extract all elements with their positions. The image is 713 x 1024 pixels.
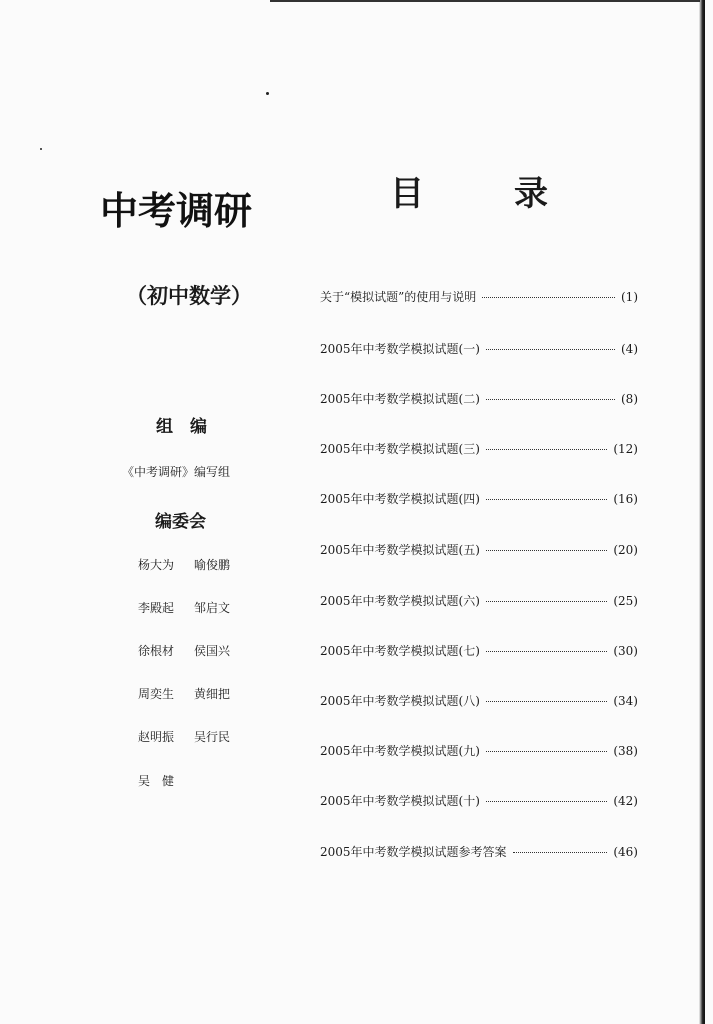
toc-entry[interactable] bbox=[320, 742, 638, 762]
toc-entry-page: (38) bbox=[613, 744, 638, 758]
toc-entry-page: (20) bbox=[613, 543, 638, 557]
editor-group: 《中考调研》编写组 bbox=[122, 465, 231, 479]
committee-member-name: 赵明振 bbox=[138, 730, 175, 744]
toc-entry-label: 2005年中考数学模拟试题(七) bbox=[320, 644, 480, 658]
scan-speck bbox=[40, 148, 42, 150]
committee-member-name: 李殿起 bbox=[138, 601, 175, 615]
toc-entry-page: (30) bbox=[613, 644, 638, 658]
committee-member-name: 喻俊鹏 bbox=[194, 558, 231, 572]
toc-entry-page: (4) bbox=[621, 342, 638, 356]
toc-entry[interactable] bbox=[320, 390, 638, 410]
scan-speck bbox=[266, 92, 269, 95]
committee-member-row bbox=[138, 685, 250, 702]
toc-leader-dots bbox=[486, 701, 607, 702]
toc-entry[interactable] bbox=[320, 592, 638, 612]
toc-entry-page: (1) bbox=[621, 290, 638, 304]
toc-entry[interactable] bbox=[320, 792, 638, 812]
toc-entry-label: 2005年中考数学模拟试题(四) bbox=[320, 492, 480, 506]
toc-entry-label: 2005年中考数学模拟试题(二) bbox=[320, 392, 480, 406]
toc-leader-dots bbox=[482, 297, 615, 298]
toc-leader-dots bbox=[486, 751, 607, 752]
page-binding-shadow bbox=[699, 0, 705, 1024]
toc-entry-label: 2005年中考数学模拟试题(九) bbox=[320, 744, 480, 758]
toc-entry-page: (25) bbox=[613, 594, 638, 608]
toc-entry-label: 2005年中考数学模拟试题(三) bbox=[320, 442, 480, 456]
toc-entry-page: (34) bbox=[613, 694, 638, 708]
committee-member-name: 侯国兴 bbox=[194, 644, 231, 658]
toc-entry[interactable] bbox=[320, 843, 638, 863]
committee-member-name: 邹启文 bbox=[194, 601, 231, 615]
toc-entry[interactable] bbox=[320, 288, 638, 308]
committee-member-name: 吴 健 bbox=[138, 774, 175, 788]
toc-leader-dots bbox=[486, 399, 615, 400]
toc-entry-label: 2005年中考数学模拟试题(十) bbox=[320, 794, 480, 808]
toc-leader-dots bbox=[486, 801, 607, 802]
toc-entry-page: (12) bbox=[613, 442, 638, 456]
committee-member-name: 杨大为 bbox=[138, 558, 175, 572]
toc-title-char-2: 录 bbox=[514, 174, 548, 214]
toc-entry-label: 2005年中考数学模拟试题(六) bbox=[320, 594, 480, 608]
toc-entry[interactable] bbox=[320, 541, 638, 561]
toc-entry-label: 关于“模拟试题”的使用与说明 bbox=[320, 290, 477, 304]
committee-member-row bbox=[138, 642, 250, 659]
page-top-edge bbox=[270, 0, 700, 2]
book-subject: （初中数学） bbox=[126, 283, 252, 308]
toc-title-char-1: 目 bbox=[390, 174, 424, 214]
toc-entry-page: (42) bbox=[613, 794, 638, 808]
toc-entry-label: 2005年中考数学模拟试题参考答案 bbox=[320, 845, 507, 859]
toc-entry-label: 2005年中考数学模拟试题(五) bbox=[320, 543, 480, 557]
committee-member-name: 黄细把 bbox=[194, 687, 231, 701]
committee-member-name: 吴行民 bbox=[194, 730, 231, 744]
committee-heading: 编委会 bbox=[155, 512, 206, 532]
toc-entry-page: (16) bbox=[613, 492, 638, 506]
committee-member-row bbox=[138, 772, 250, 789]
committee-member-row bbox=[138, 599, 250, 616]
toc-leader-dots bbox=[486, 349, 615, 350]
toc-entry-page: (8) bbox=[621, 392, 638, 406]
committee-member-row bbox=[138, 556, 250, 573]
toc-leader-dots bbox=[486, 449, 607, 450]
committee-member-row bbox=[138, 728, 250, 745]
toc-entry[interactable] bbox=[320, 340, 638, 360]
toc-leader-dots bbox=[486, 651, 607, 652]
toc-entry-page: (46) bbox=[613, 845, 638, 859]
toc-leader-dots bbox=[513, 852, 608, 853]
toc-leader-dots bbox=[486, 601, 607, 602]
toc-entry[interactable] bbox=[320, 490, 638, 510]
toc-title bbox=[390, 166, 548, 215]
toc-leader-dots bbox=[486, 550, 607, 551]
committee-member-name: 徐根材 bbox=[138, 644, 175, 658]
committee-member-name: 周奕生 bbox=[138, 687, 175, 701]
toc-entry-label: 2005年中考数学模拟试题(一) bbox=[320, 342, 480, 356]
toc-entry-label: 2005年中考数学模拟试题(八) bbox=[320, 694, 480, 708]
toc-entry[interactable] bbox=[320, 642, 638, 662]
editor-heading: 组 编 bbox=[156, 417, 207, 437]
toc-entry[interactable] bbox=[320, 692, 638, 712]
toc-leader-dots bbox=[486, 499, 607, 500]
toc-entry[interactable] bbox=[320, 440, 638, 460]
book-title: 中考调研 bbox=[100, 189, 253, 233]
